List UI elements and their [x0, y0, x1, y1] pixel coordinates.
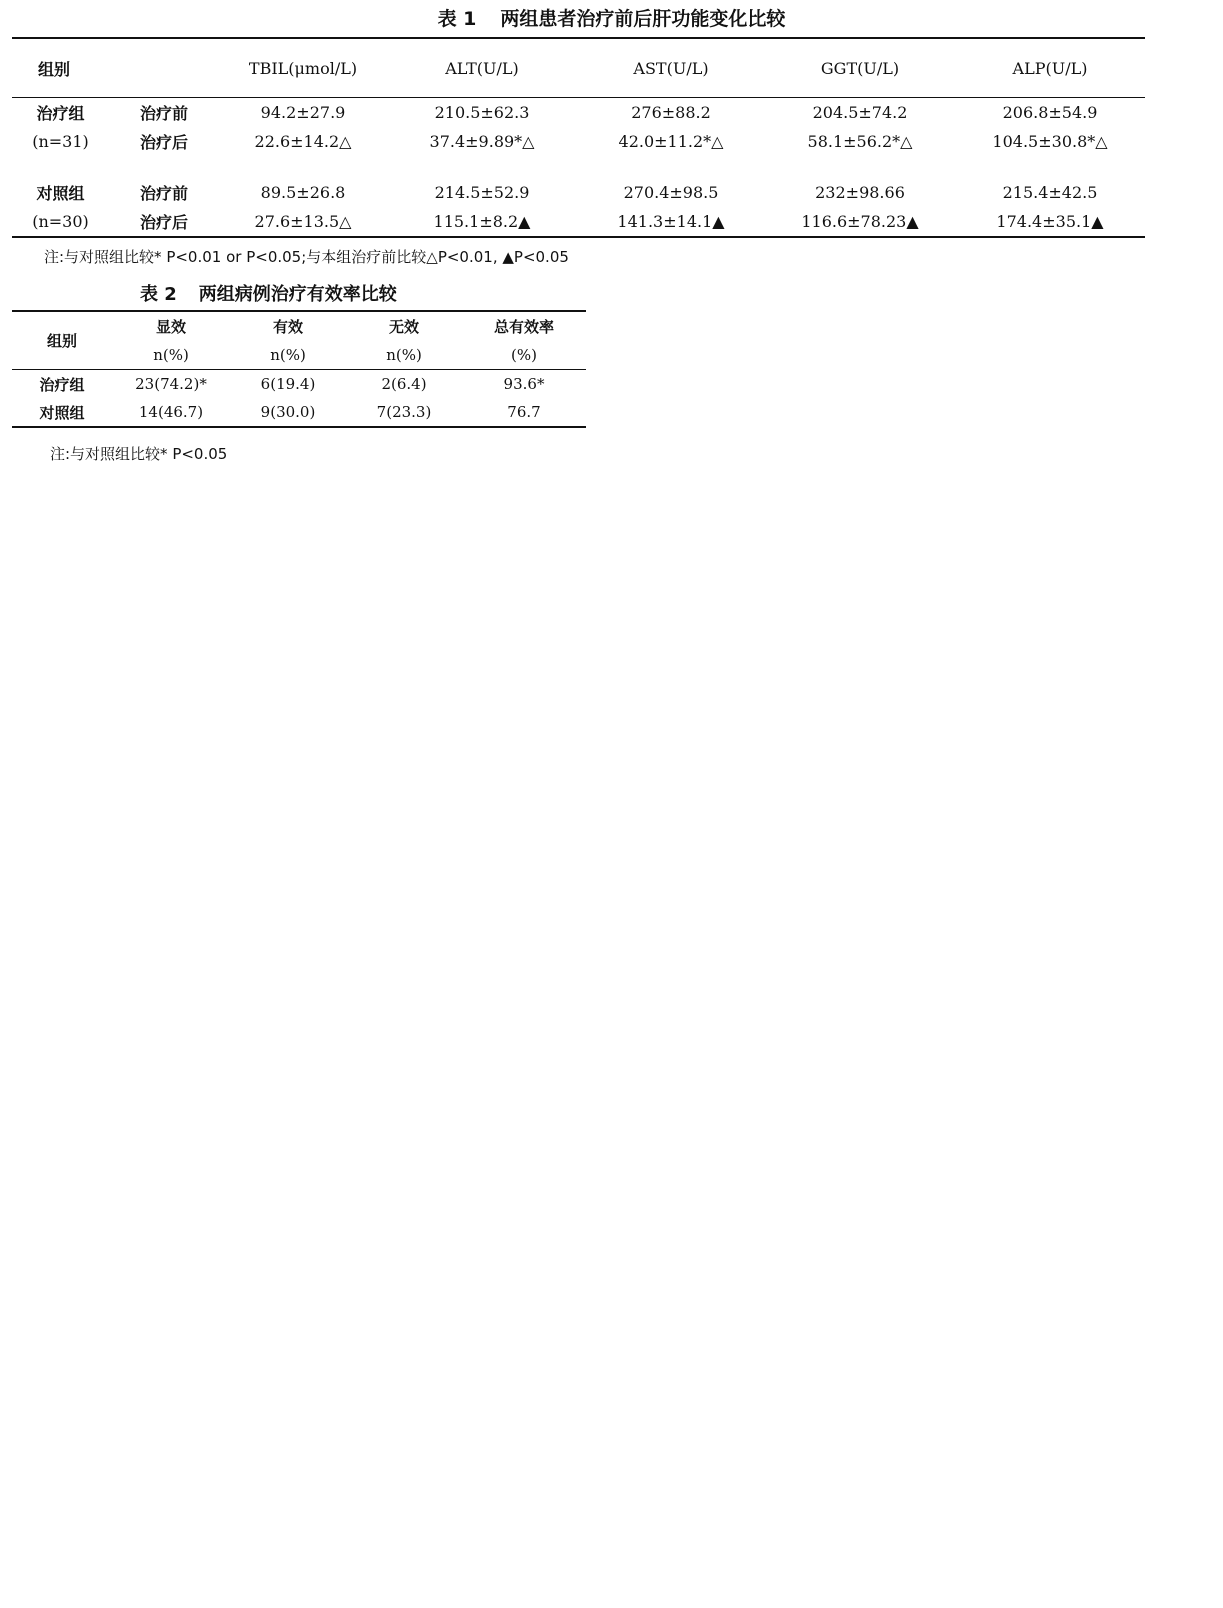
table2-title [140, 280, 397, 306]
table1-header-group: 组别 [12, 38, 109, 98]
cell-value: 58.1±56.2*△ [807, 132, 913, 151]
table1-label: 表 1 [437, 8, 477, 30]
table1-header-tbil: TBIL(μmol/L) [219, 38, 387, 98]
cell-value: 174.4±35.1▲ [955, 207, 1145, 237]
table2-header-effective: 有效 [230, 311, 346, 341]
cell-value: 22.6±14.2△ [254, 132, 352, 151]
cell-value: 94.2±27.9 [260, 103, 346, 122]
cell-value: 276±88.2 [631, 103, 711, 122]
cell-value: 210.5±62.3 [434, 103, 530, 122]
cell-value: 9(30.0) [230, 398, 346, 427]
table2-header-group: 组别 [12, 311, 112, 370]
cell-value: 270.4±98.5 [623, 183, 719, 202]
group-name: 治疗组 [39, 375, 85, 394]
table-row [12, 98, 1145, 128]
cell-value: 42.0±11.2*△ [618, 132, 724, 151]
cell-value: 76.7 [462, 398, 586, 427]
cell-value: 141.3±14.1▲ [577, 207, 765, 237]
phase-label: 治疗后 [109, 207, 219, 237]
cell-value: 204.5±74.2 [812, 103, 908, 122]
table1-header-alp: ALP(U/L) [955, 38, 1145, 98]
cell-value: 2(6.4) [381, 375, 427, 393]
cell-value: 115.1±8.2▲ [387, 207, 577, 237]
group-name: 治疗组 [36, 104, 85, 123]
table2-subheader: n(%) [346, 341, 462, 370]
cell-value: 116.6±78.23▲ [765, 207, 955, 237]
table2-subheader: (%) [462, 341, 586, 370]
cell-value: 37.4±9.89*△ [429, 132, 535, 151]
table-row [12, 370, 586, 399]
cell-value: 206.8±54.9 [1002, 103, 1098, 122]
table1-header-row [12, 38, 1145, 98]
cell-value: 214.5±52.9 [434, 183, 530, 202]
phase-label: 治疗前 [139, 184, 188, 203]
cell-value: 23(74.2)* [135, 375, 207, 393]
table2-header-row [12, 311, 586, 341]
table1-title-text: 两组患者治疗前后肝功能变化比较 [500, 8, 786, 30]
table-row [12, 398, 586, 427]
table1-header-alt: ALT(U/L) [387, 38, 577, 98]
table1 [12, 37, 1145, 238]
table2-header-marked: 显效 [112, 311, 230, 341]
table-row [12, 178, 1145, 207]
cell-value: 27.6±13.5△ [219, 207, 387, 237]
table1-header-ggt: GGT(U/L) [765, 38, 955, 98]
group-name: 对照组 [36, 184, 85, 203]
table-row [12, 127, 1145, 156]
table2-subheader: n(%) [112, 341, 230, 370]
cell-value: 14(46.7) [112, 398, 230, 427]
table2-subheader: n(%) [230, 341, 346, 370]
group-n: (n=31) [32, 132, 89, 151]
table1-header-ast: AST(U/L) [577, 38, 765, 98]
table2-label: 表 2 [140, 284, 177, 305]
group-name: 对照组 [12, 398, 112, 427]
table2-header-total-rate: 总有效率 [462, 311, 586, 341]
cell-value: 7(23.3) [346, 398, 462, 427]
table1-title [0, 4, 1223, 31]
cell-value: 6(19.4) [260, 375, 316, 393]
row-spacer [12, 156, 1145, 178]
table2-title-text: 两组病例治疗有效率比较 [198, 284, 397, 305]
table-row [12, 207, 1145, 237]
phase-label: 治疗前 [139, 104, 188, 123]
group-n: (n=30) [12, 207, 109, 237]
table2-note: 注:与对照组比较* P<0.05 [50, 445, 228, 463]
table1-note: 注:与对照组比较* P<0.01 or P<0.05;与本组治疗前比较△P<0.01, ▲P<0.05 [44, 248, 569, 266]
cell-value: 93.6* [503, 375, 545, 393]
table2-header-ineffective: 无效 [346, 311, 462, 341]
table2 [12, 310, 586, 428]
cell-value: 215.4±42.5 [1002, 183, 1098, 202]
cell-value: 104.5±30.8*△ [992, 132, 1108, 151]
cell-value: 232±98.66 [815, 183, 905, 202]
cell-value: 89.5±26.8 [260, 183, 346, 202]
phase-label: 治疗后 [139, 133, 188, 152]
